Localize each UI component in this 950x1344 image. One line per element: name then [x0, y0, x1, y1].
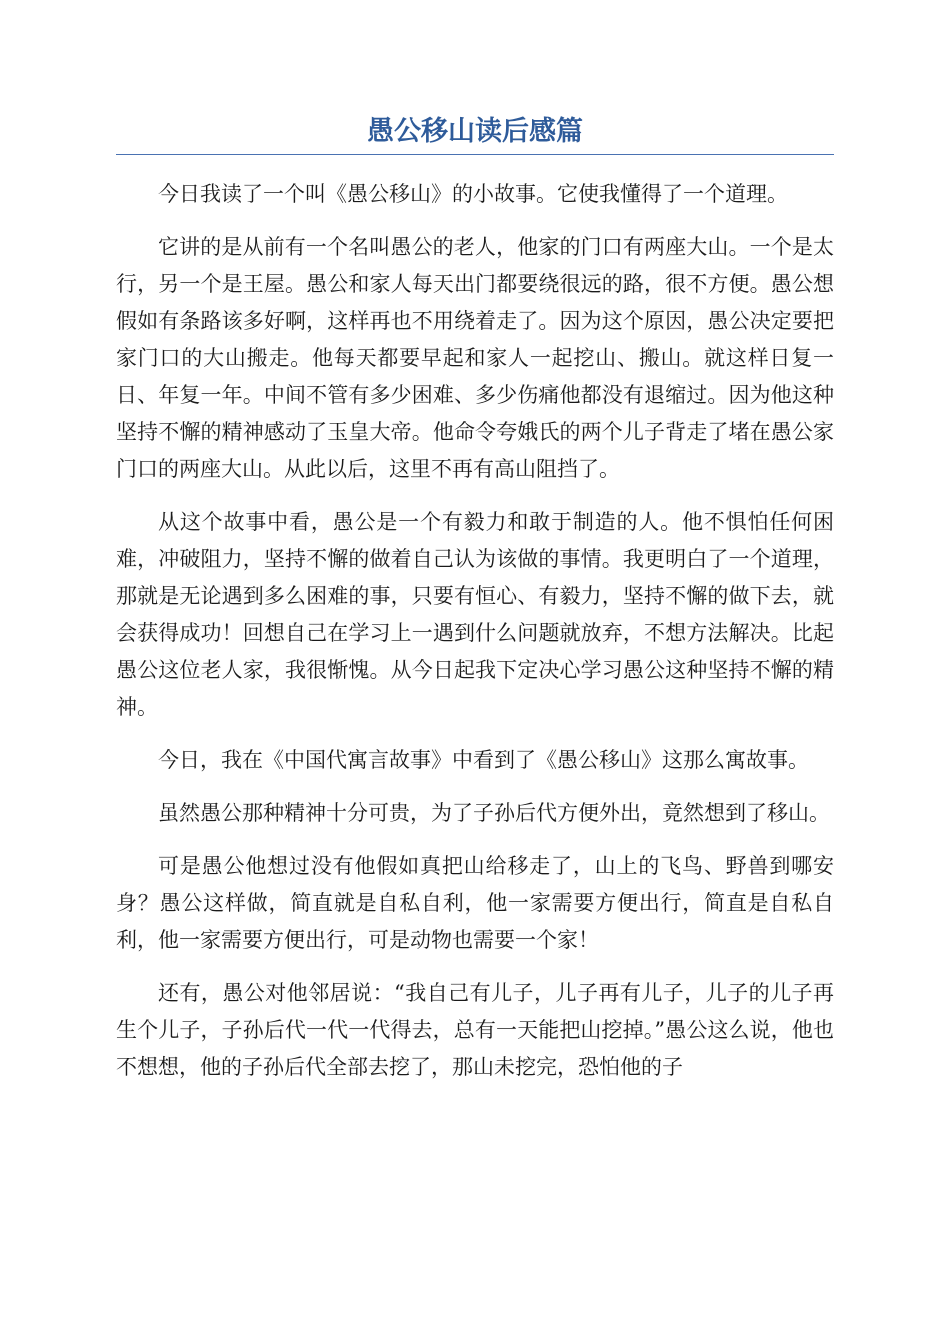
paragraph-3: 从这个故事中看，愚公是一个有毅力和敢于制造的人。他不惧怕任何困难，冲破阻力，坚持不懈的做着自己认为该做的事情。我更明白了一个道理，那就是无论遇到多么困难的事，只要有恒心、有毅力，坚持不懈的做下去，就会获得成功！回想自己在学习上一遇到什么问题就放弃，不想方法解决。比起愚公这位老人家，我很惭愧。从今日起我下定决心学习愚公这种坚持不懈的精神。 [116, 510, 834, 719]
paragraph-2: 它讲的是从前有一个名叫愚公的老人，他家的门口有两座大山。一个是太行，另一个是王屋。愚公和家人每天出门都要绕很远的路，很不方便。愚公想假如有条路该多好啊，这样再也不用绕着走了。因为这个原因，愚公决定要把家门口的大山搬走。他每天都要早起和家人一起挖山、搬山。就这样日复一日、年复一年。中间不管有多少困难、多少伤痛他都没有退缩过。因为他这种坚持不懈的精神感动了玉皇大帝。他命令夸娥氏的两个儿子背走了堵在愚公家门口的两座大山。从此以后，这里不再有高山阻挡了。 [116, 235, 834, 481]
paragraph-7: 还有，愚公对他邻居说：“我自己有儿子，儿子再有儿子，儿子的儿子再生个儿子，子孙后代一代一代得去，总有一天能把山挖掉。”愚公这么说，他也不想想，他的子孙后代全部去挖了，那山未挖完，恐怕他的子 [116, 981, 834, 1079]
title-underline [116, 154, 834, 155]
document-title: 愚公移山读后感篇 [367, 116, 583, 147]
paragraph-1: 今日我读了一个叫《愚公移山》的小故事。它使我懂得了一个道理。 [158, 182, 788, 206]
document-body [116, 176, 834, 1102]
paragraph-6: 可是愚公他想过没有他假如真把山给移走了，山上的飞鸟、野兽到哪安身？愚公这样做，简直就是自私自利，他一家需要方便出行，简直是自私自利，他一家需要方便出行，可是动物也需要一个家！ [116, 854, 834, 952]
paragraph-5: 虽然愚公那种精神十分可贵，为了子孙后代方便外出，竟然想到了移山。 [158, 801, 830, 825]
paragraph-4: 今日，我在《中国代寓言故事》中看到了《愚公移山》这那么寓故事。 [158, 748, 809, 772]
